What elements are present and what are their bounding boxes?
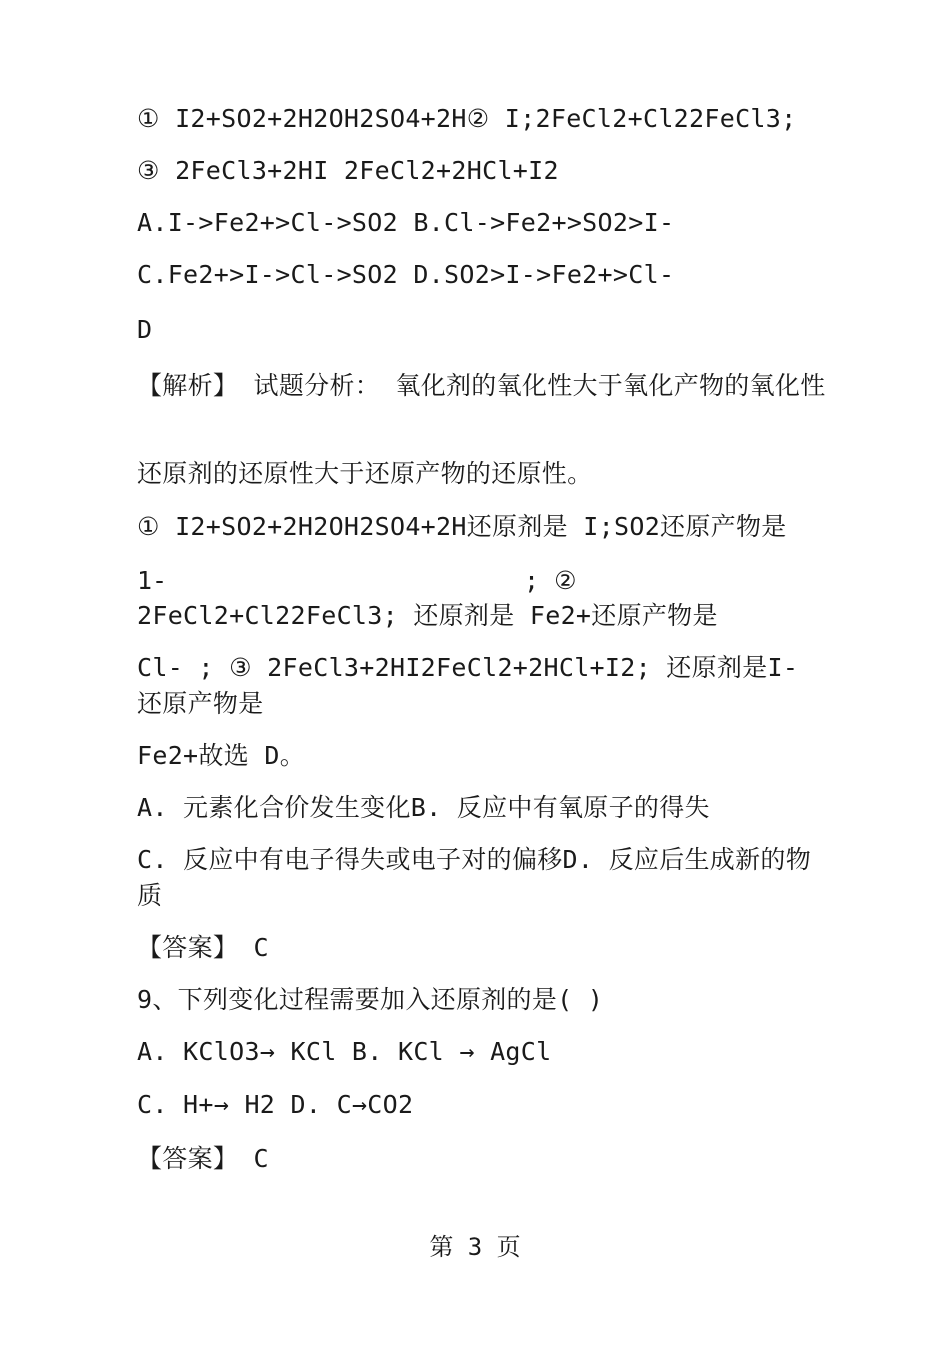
analysis-conclusion: Fe2+故选 D。 <box>137 741 306 770</box>
analysis-eq-1: ① I2+SO2+2H2OH2SO4+2H还原剂是 I;SO2还原产物是 <box>137 512 787 541</box>
reducing-rule: 还原剂的还原性大于还原产物的还原性。 <box>137 459 593 488</box>
answer-letter: D <box>137 315 153 344</box>
analysis-paragraph: 【解析】 试题分析： 氧化剂的氧化性大于氧化产物的氧化性 <box>137 371 826 400</box>
equation-line-1: ① I2+SO2+2H2OH2SO4+2H② I;2FeCl2+Cl22FeCl3; <box>137 104 797 133</box>
question-9-stem: 9、下列变化过程需要加入还原剂的是( ) <box>137 985 604 1014</box>
page-number: 第 3 页 <box>429 1233 521 1261</box>
analysis-separator: ; ② <box>524 566 577 595</box>
question-9-answer: 【答案】 C <box>137 1144 269 1173</box>
question-8-options-ab: A. 元素化合价发生变化B. 反应中有氧原子的得失 <box>137 793 710 822</box>
option-a-b: A.I->Fe2+>Cl->SO2 B.Cl->Fe2+>SO2>I- <box>137 208 675 237</box>
question-9-options-cd: C. H+→ H2 D. C→CO2 <box>137 1090 414 1119</box>
analysis-eq-3: Cl- ; ③ 2FeCl3+2HI2FeCl2+2HCl+I2; 还原剂是I- 还原产物是 <box>137 653 799 718</box>
equation-line-3: ③ 2FeCl3+2HI 2FeCl2+2HCl+I2 <box>137 156 559 185</box>
question-8-answer: 【答案】 C <box>137 933 269 962</box>
question-8-options-cd: C. 反应中有电子得失或电子对的偏移D. 反应后生成新的物 质 <box>137 845 812 910</box>
question-9-options-ab: A. KClO3→ KCl B. KCl → AgCl <box>137 1037 552 1066</box>
option-c-d: C.Fe2+>I->Cl->SO2 D.SO2>I->Fe2+>Cl- <box>137 260 675 289</box>
analysis-ion: 1- <box>137 566 168 595</box>
analysis-eq-2: 2FeCl2+Cl22FeCl3; 还原剂是 Fe2+还原产物是 <box>137 601 718 630</box>
